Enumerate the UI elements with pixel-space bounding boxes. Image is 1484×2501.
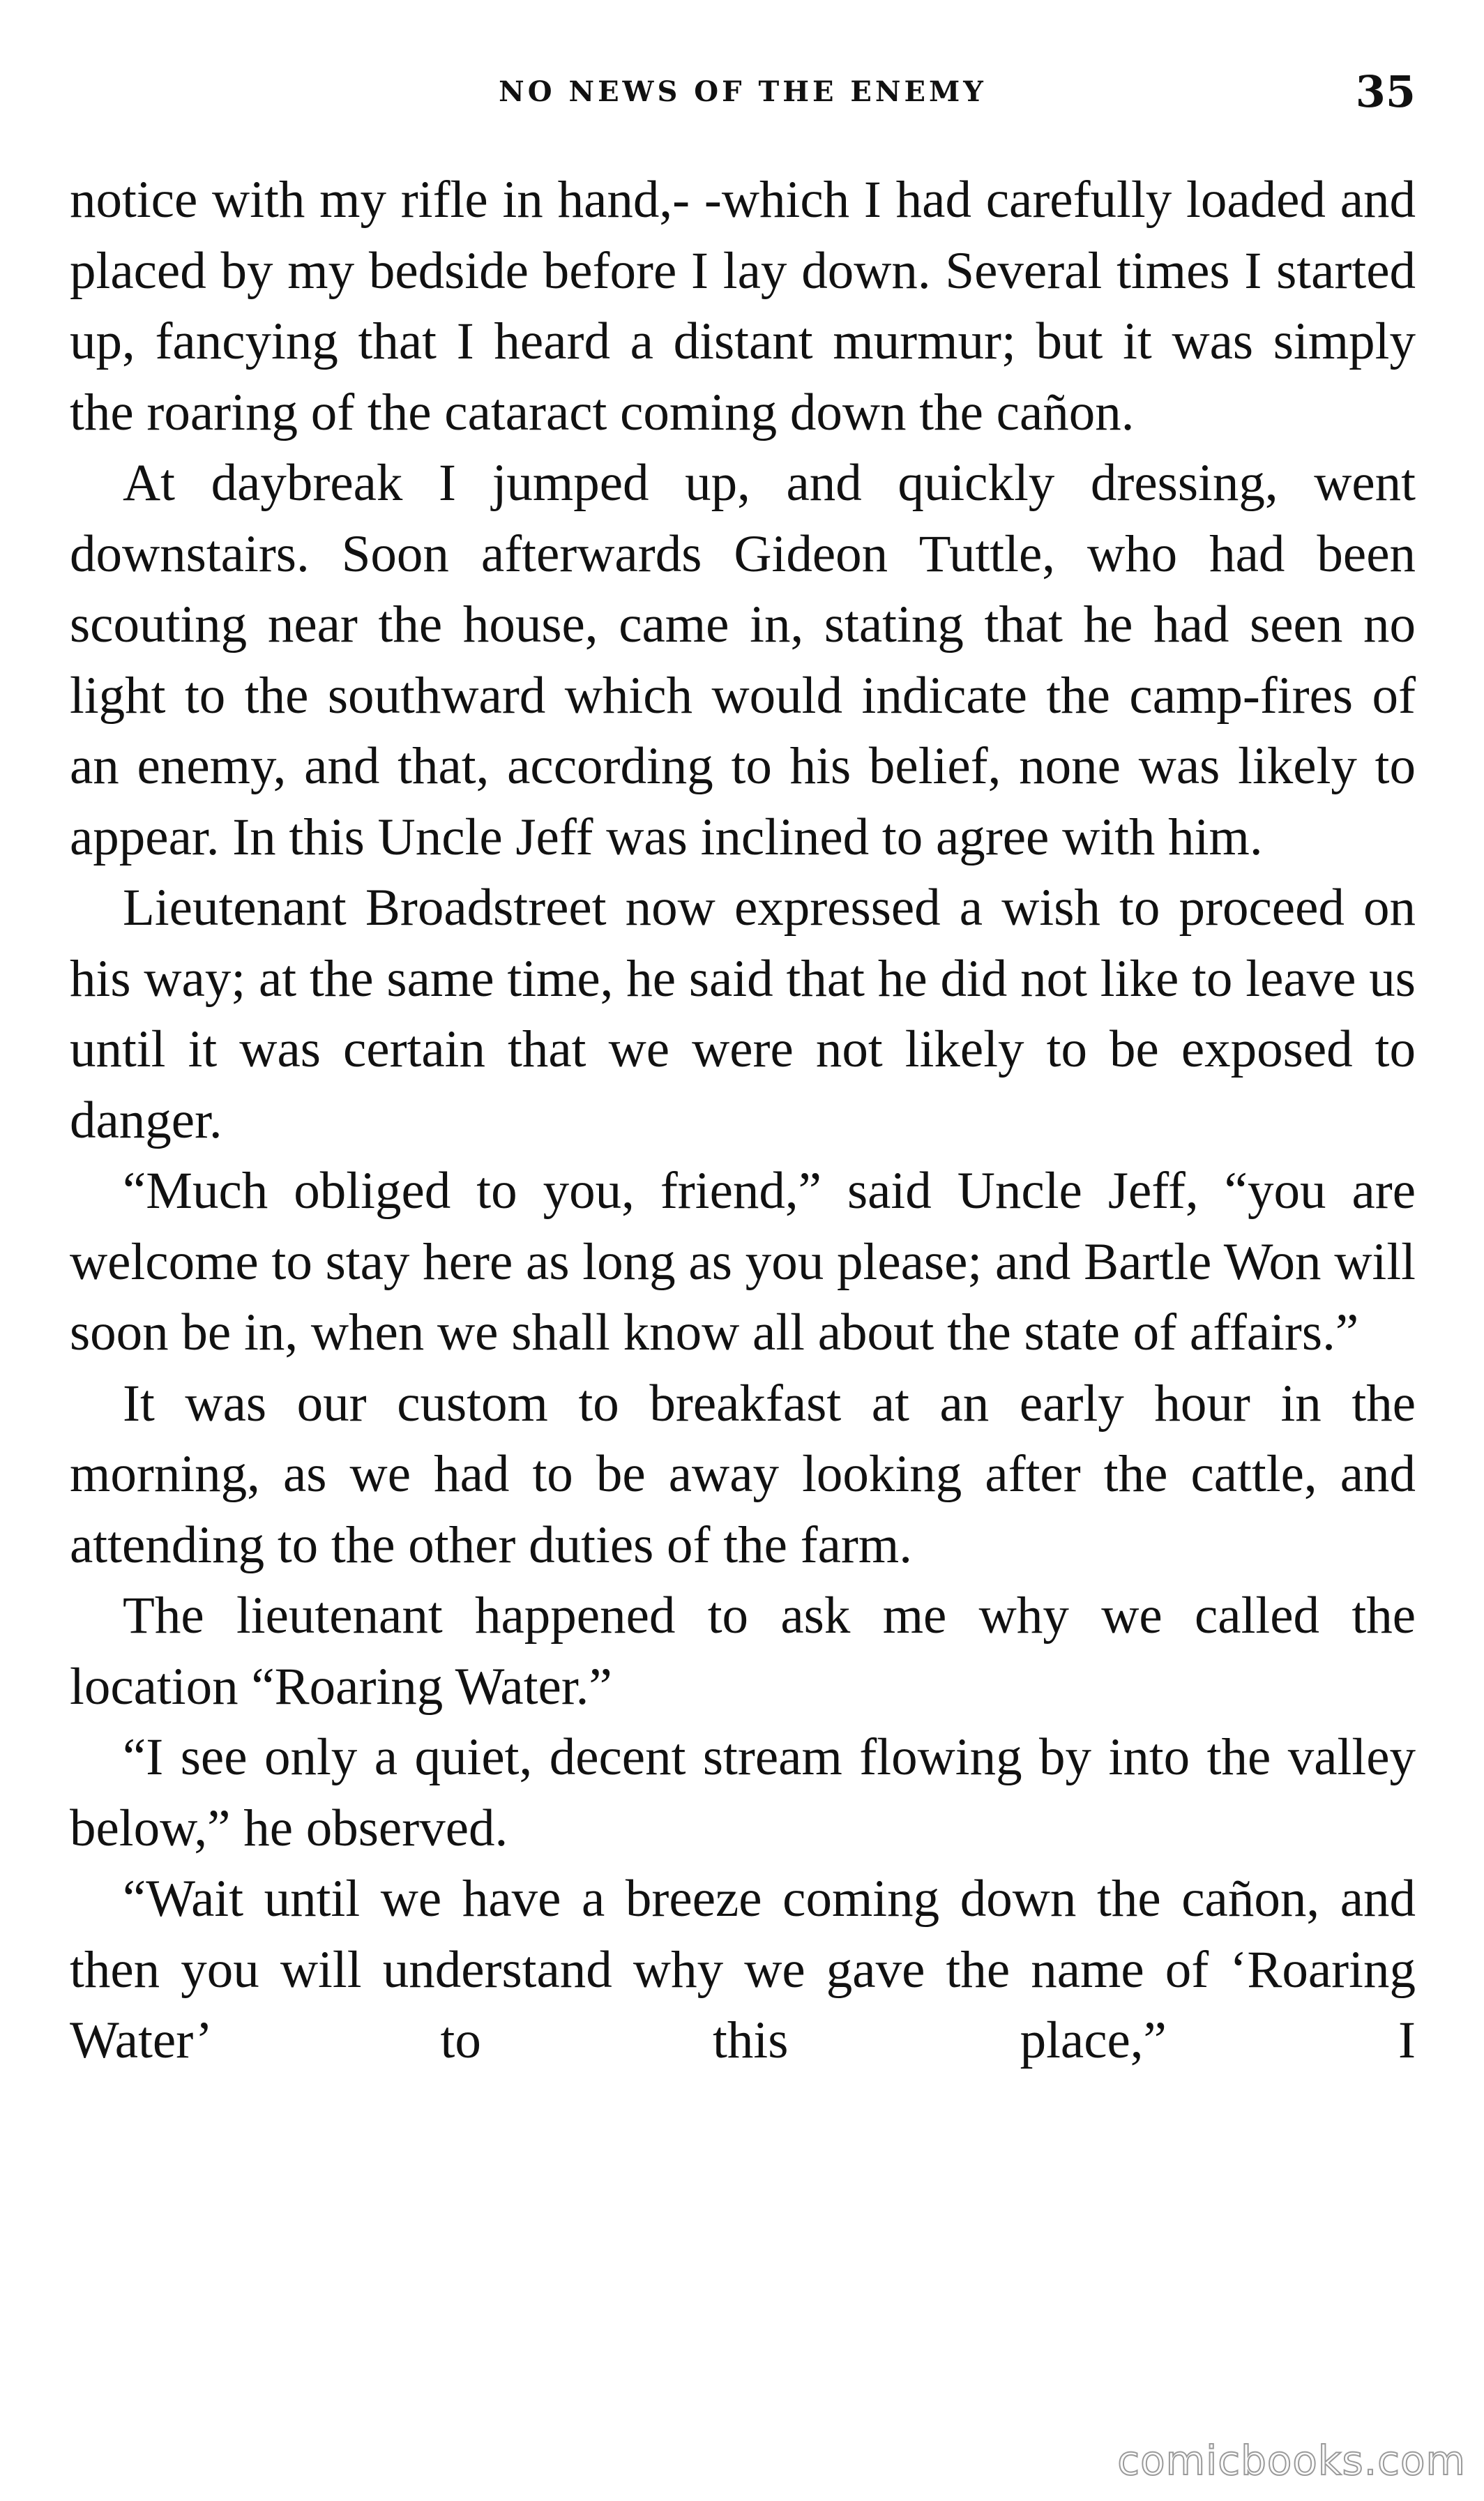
paragraph-6: The lieutenant happened to ask me why we called the location “Roaring Water.”	[70, 1587, 1416, 1716]
paragraph-2: At daybreak I jumped up, and quickly dressing, went downstairs. Soon afterwards Gideon Tuttle, who had been scouting near the house, came in, stating that he had seen no light to the southward which would indicate the camp-fires of an enemy, and that, according to his belief, none was likely to appear. In this Uncle Jeff was inclined to agree with him.	[70, 454, 1416, 866]
paragraph-5: It was our custom to breakfast at an early hour in the morning, as we had to be away looking after the cattle, and attending to the other duties of the farm.	[70, 1374, 1416, 1574]
paragraph-4: “Much obliged to you, friend,” said Uncle Jeff, “you are welcome to stay here as long as you please; and Bartle Won will soon be in, when we shall know all about the state of affairs.”	[70, 1162, 1416, 1361]
paragraph-8: “Wait until we have a breeze coming down the cañon, and then you will understand why we gave the name of ‘Roaring Water’ to this place,” I	[70, 1870, 1416, 2069]
watermark: comicbooks.com	[1117, 2437, 1466, 2484]
body-text	[70, 165, 1416, 2076]
paragraph-1: notice with my rifle in hand,- -which I had carefully loaded and placed by my bedside before I lay down. Several times I started up, fancying that I heard a distant murmur; but it was simply the roaring of the cataract coming down the cañon.	[70, 171, 1416, 441]
paragraph-7: “I see only a quiet, decent stream flowing by into the valley below,” he observed.	[70, 1728, 1416, 1857]
page-number: 35	[1355, 66, 1416, 117]
chapter-running-title: NO NEWS OF THE ENEMY	[499, 75, 987, 108]
running-header	[70, 64, 1416, 120]
paragraph-3: Lieutenant Broadstreet now expressed a wish to proceed on his way; at the same time, he said that he did not like to leave us until it was certain that we were not likely to be exposed to danger.	[70, 879, 1416, 1149]
